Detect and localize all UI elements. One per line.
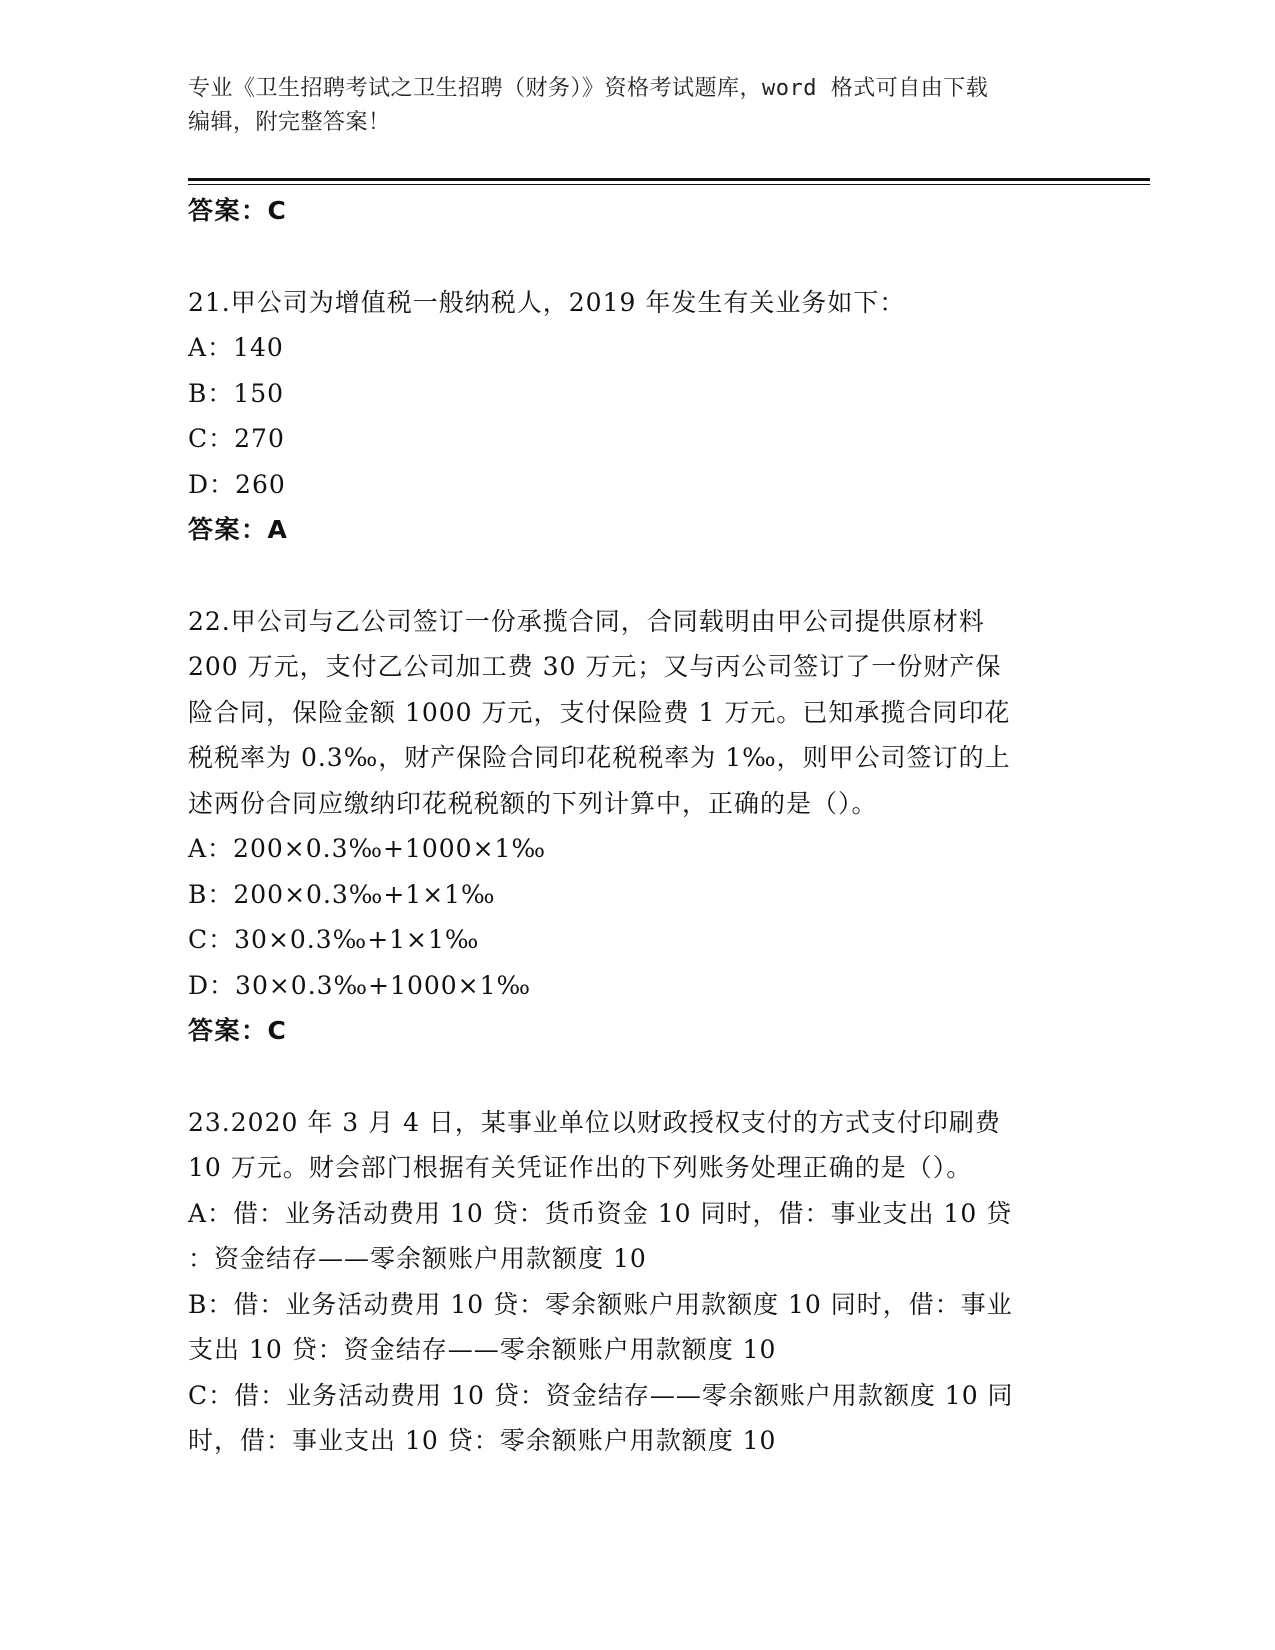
- question-content: [188, 188, 1088, 1464]
- question-23-option-a-line: A：借：业务活动费用 10 贷：货币资金 10 同时，借：事业支出 10 贷: [188, 1198, 1013, 1228]
- previous-answer: 答案：C: [188, 196, 288, 225]
- question-21-option-c: C：270: [188, 424, 285, 453]
- question-22-option-a: A：200×0.3‰+1000×1‰: [188, 834, 546, 863]
- document-header: [188, 72, 1068, 140]
- question-23-option-b-line: B：借：业务活动费用 10 贷：零余额账户用款额度 10 同时，借：事业: [188, 1289, 1013, 1319]
- spacer: [188, 553, 1088, 599]
- header-rule-thin: [188, 184, 1150, 185]
- question-22-stem-line: 述两份合同应缴纳印花税税额的下列计算中，正确的是（）。: [188, 788, 878, 818]
- question-23: [188, 1100, 1088, 1464]
- question-23-option-c-line: C：借：业务活动费用 10 贷：资金结存——零余额账户用款额度 10 同: [188, 1380, 1014, 1410]
- question-22-option-c: C：30×0.3‰+1×1‰: [188, 925, 480, 954]
- question-22-stem-line: 险合同，保险金额 1000 万元，支付保险费 1 万元。已知承揽合同印花: [188, 697, 1011, 727]
- question-21: [188, 280, 1088, 553]
- question-22: [188, 599, 1088, 1054]
- question-23-option-a-line: ：资金结存——零余额账户用款额度 10: [188, 1244, 647, 1273]
- header-line-2: 编辑，附完整答案！: [188, 110, 391, 135]
- question-22-stem-line: 22.甲公司与乙公司签订一份承揽合同，合同载明由甲公司提供原材料: [188, 606, 985, 636]
- question-23-stem-line: 10 万元。财会部门根据有关凭证作出的下列账务处理正确的是（）。: [188, 1153, 973, 1182]
- question-21-stem: 21.甲公司为增值税一般纳税人，2019 年发生有关业务如下：: [188, 287, 906, 317]
- question-22-stem-line: 税税率为 0.3‰，财产保险合同印花税税率为 1‰，则甲公司签订的上: [188, 743, 1011, 772]
- question-21-option-d: D：260: [188, 469, 286, 499]
- question-21-answer: 答案：A: [188, 515, 289, 544]
- question-23-option-b-line: 支出 10 贷：资金结存——零余额账户用款额度 10: [188, 1335, 777, 1364]
- question-23-stem-line: 23.2020 年 3 月 4 日，某事业单位以财政授权支付的方式支付印刷费: [188, 1107, 1001, 1137]
- question-21-option-b: B：150: [188, 378, 285, 408]
- question-22-stem-line: 200 万元，支付乙公司加工费 30 万元；又与丙公司签订了一份财产保: [188, 652, 1002, 681]
- question-22-option-d: D：30×0.3‰+1000×1‰: [188, 970, 532, 1000]
- question-22-option-b: B：200×0.3‰+1×1‰: [188, 879, 496, 909]
- question-23-option-c-line: 时，借：事业支出 10 贷：零余额账户用款额度 10: [188, 1426, 777, 1455]
- header-line-1: 专业《卫生招聘考试之卫生招聘（财务）》资格考试题库，word 格式可自由下载: [188, 76, 989, 101]
- question-22-answer: 答案：C: [188, 1016, 288, 1045]
- spacer: [188, 1054, 1088, 1100]
- spacer: [188, 234, 1088, 280]
- header-rule-thick: [188, 178, 1150, 181]
- question-21-option-a: A：140: [188, 333, 284, 362]
